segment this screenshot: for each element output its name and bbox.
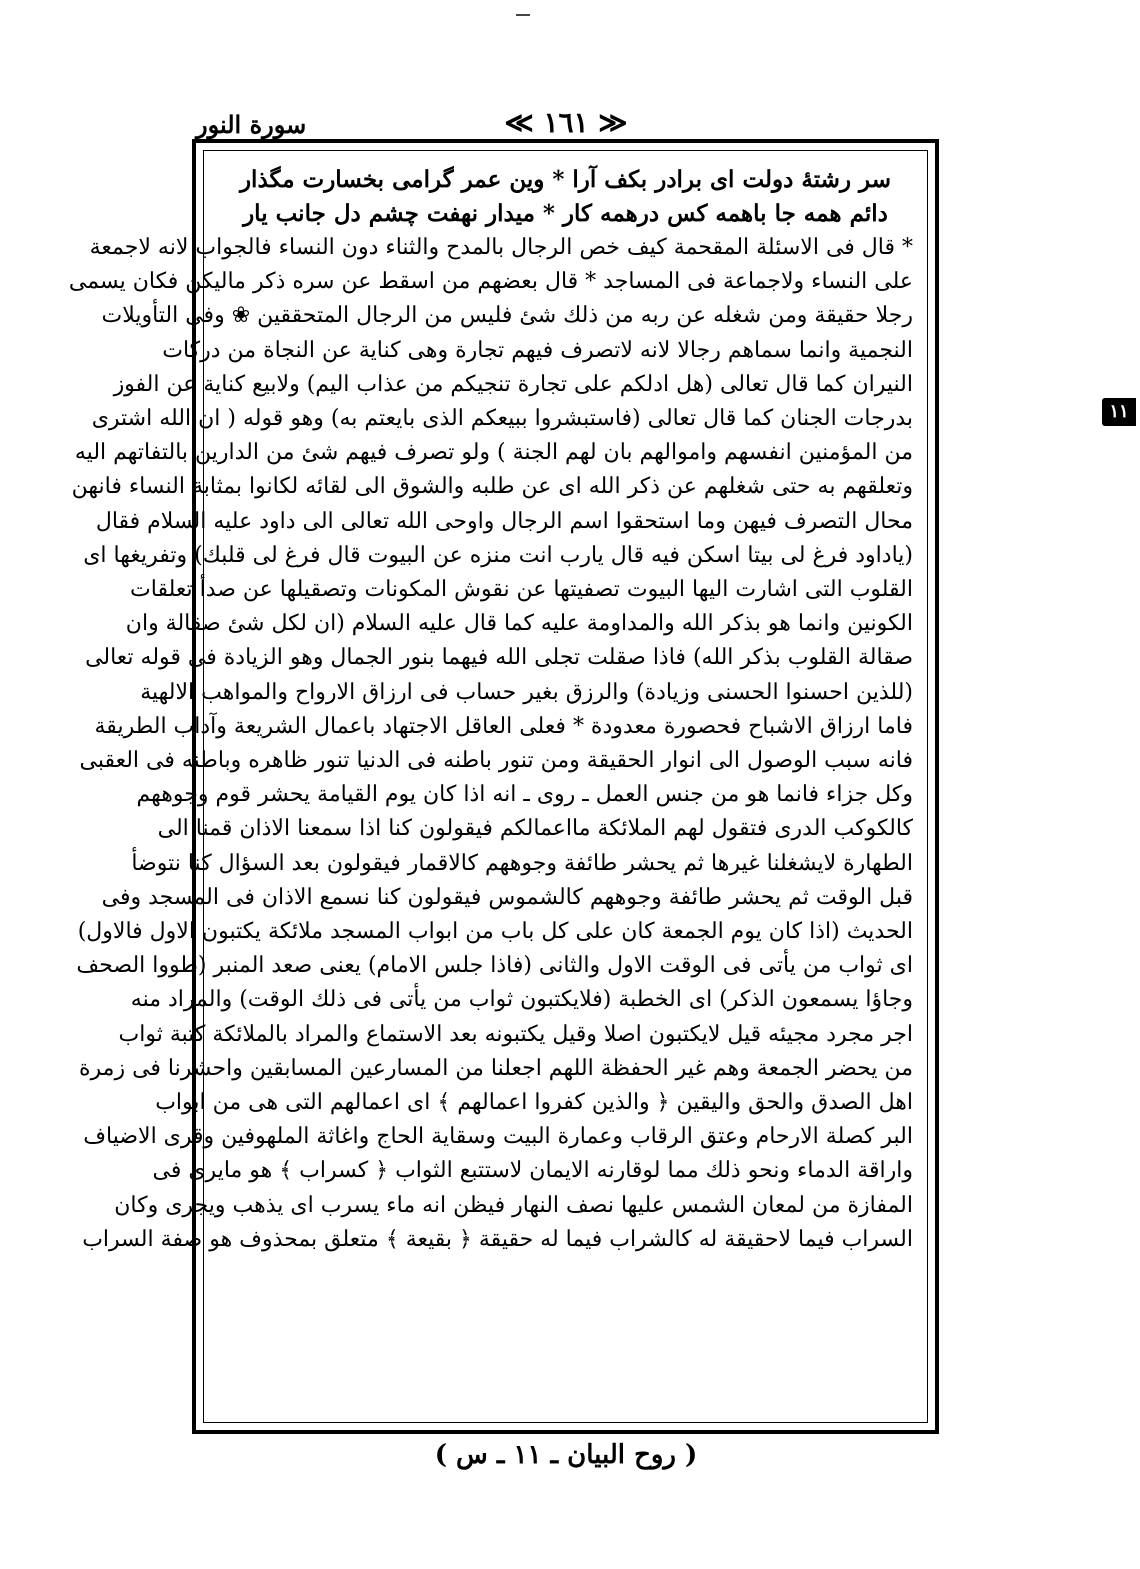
scan-mark bbox=[516, 14, 530, 16]
text-line: (للذين احسنوا الحسنى وزيادة) والرزق بغير حساب فى ارزاق الارواح والمواهب الالهية bbox=[140, 679, 913, 705]
text-line: محال التصرف فيهن وما استحقوا اسم الرجال واوحى الله تعالى الى داود عليه السلام فقال bbox=[95, 508, 913, 534]
margin-volume-tab: ١١ bbox=[1102, 398, 1136, 426]
text-line: وكل جزاء فانما هو من جنس العمل ـ روى ـ انه اذا كان يوم القيامة يحشر قوم وجوههم bbox=[136, 782, 913, 808]
text-line: وتعلقهم به حتى شغلهم عن ذكر الله اى عن طلبه والشوق الى لقائه لكانوا بمثابة النساء فانهن bbox=[71, 474, 913, 500]
text-line: كالكوكب الدرى فتقول لهم الملائكة مااعمالكم فيقولون كنا اذا سمعنا الاذان قمنا الى bbox=[157, 816, 913, 842]
text-line: صقالة القلوب بذكر الله) فاذا صقلت تجلى الله فيهما بنور الجمال وهو الزيادة فى قوله تعالى bbox=[85, 645, 913, 671]
text-line: اهل الصدق والحق واليقين ﴿ والذين كفروا اعمالهم ﴾ اى اعمالهم التى هى من ابواب bbox=[155, 1090, 913, 1116]
page-number: ≪ ١٦١ ≫ bbox=[504, 106, 628, 139]
text-line: * قال فى الاسئلة المقحمة كيف خص الرجال بالمدح والثناء دون النساء فالجواب لانه لاجمعة bbox=[89, 235, 913, 260]
text-line: الطهارة لايشغلنا غيرها ثم يحشر طائفة وجوههم كالاقمار فيقولون بعد السؤال كنا نتوضأ bbox=[131, 850, 913, 876]
text-line: الحديث (اذا كان يوم الجمعة كان على كل باب من ابواب المسجد ملائكة يكتبون الاول فالاول) bbox=[77, 919, 913, 945]
page-header bbox=[196, 106, 936, 142]
text-frame bbox=[68, 139, 939, 1434]
poem-block bbox=[218, 163, 913, 231]
text-line: قبل الوقت ثم يحشر طائفة وجوههم كالشموس فيقولون كنا نسمع الاذان فى المسجد وفى bbox=[101, 884, 913, 910]
text-frame-inner bbox=[68, 150, 928, 1423]
text-line: رجلا حقيقة ومن شغله عن ربه من ذلك شئ فليس من الرجال المتحققين ❀ وفى التأويلات bbox=[101, 303, 913, 329]
text-line: اى ثواب من يأتى فى الوقت الاول والثانى (فاذا جلس الامام) يعنى صعد المنبر (طووا الصحف bbox=[76, 953, 913, 979]
text-line: فانه سبب الوصول الى انوار الحقيقة ومن تنور باطنه فى الدنيا تنور ظاهره وباطنه فى العقبى bbox=[79, 748, 913, 774]
text-line: من المؤمنين انفسهم واموالهم بان لهم الجنة ) ولو تصرف فيهم شئ من الدارين بالتفاتهم اليه bbox=[74, 440, 913, 466]
poem-line: سر رشتهٔ دولت ای برادر بکف آرا * وین عمر گرامی بخسارت مگذار bbox=[239, 166, 892, 193]
text-line: القلوب التى اشارت اليها البيوت تصفيتها عن نقوش المكونات وتصقيلها عن صدأ تعلقات bbox=[130, 577, 913, 603]
text-line: واراقة الدماء ونحو ذلك مما لوقارنه الايمان لاستتبع الثواب ﴿ كسراب ﴾ هو مايرى فى bbox=[152, 1158, 913, 1184]
text-line: فاما ارزاق الاشباح فحصورة معدودة * فعلى العاقل الاجتهاد باعمال الشريعة وآداب الطريقة bbox=[94, 713, 913, 739]
text-line: البر كصلة الارحام وعتق الرقاب وعمارة البيت وسقاية الحاج واغاثة الملهوفين وقرى الاضياف bbox=[83, 1124, 913, 1150]
surah-title: سورة النور bbox=[196, 110, 307, 139]
poem-line: دائم همه جا باهمه کس درهمه کار * میدار نهفت چشم دل جانب یار bbox=[243, 200, 888, 227]
text-line: على النساء ولاجماعة فى المساجد * قال بعضهم من اسقط عن سره ذكر ماليكن فكان يسمى bbox=[68, 269, 913, 295]
text-line: السراب فيما لاحقيقة له كالشراب فيما له حقيقة ﴿ بقيعة ﴾ متعلق بمحذوف هو صفة السراب bbox=[82, 1226, 913, 1252]
text-line: اجر مجرد مجيئه قيل لايكتبون اصلا وقيل يكتبونه بعد الاستماع والمراد بالملائكة كتبة ثواب bbox=[118, 1021, 913, 1047]
text-line: الكونين وانما هو بذكر الله والمداومة عليه كما قال عليه السلام (ان لكل شئ صقالة وان bbox=[125, 611, 913, 637]
text-line: النيران كما قال تعالى (هل ادلكم على تجارة تنجيكم من عذاب اليم) ولابيع كناية عن الفوز bbox=[113, 371, 913, 397]
body-text bbox=[68, 231, 913, 1257]
text-line: المفازة من لمعان الشمس عليها نصف النهار فيظن انه ماء يسرب اى يذهب ويجرى وكان bbox=[114, 1192, 913, 1218]
text-line: النجمية وانما سماهم رجالا لانه لاتصرف فيهم تجارة وهى كناية عن النجاة من دركات bbox=[162, 337, 913, 363]
text-line: من يحضر الجمعة وهم غير الحفظة اللهم اجعلنا من المسارعين المسابقين واحشرنا فى زمرة bbox=[79, 1055, 913, 1081]
text-line: بدرجات الجنان كما قال تعالى (فاستبشروا ببيعكم الذى بايعتم به) وهو قوله ( ان الله اشترى bbox=[91, 406, 913, 432]
page-footer: ( روح البيان ـ ١١ ـ س ) bbox=[434, 1440, 698, 1470]
text-line: (ياداود فرغ لى بيتا اسكن فيه قال يارب انت منزه عن البيوت قال فرغ لى قلبك) وتفريغها اى bbox=[83, 542, 913, 568]
text-line: وجاؤا يسمعون الذكر) اى الخطبة (فلايكتبون ثواب من يأتى فى ذلك الوقت) والمراد منه bbox=[130, 987, 913, 1013]
